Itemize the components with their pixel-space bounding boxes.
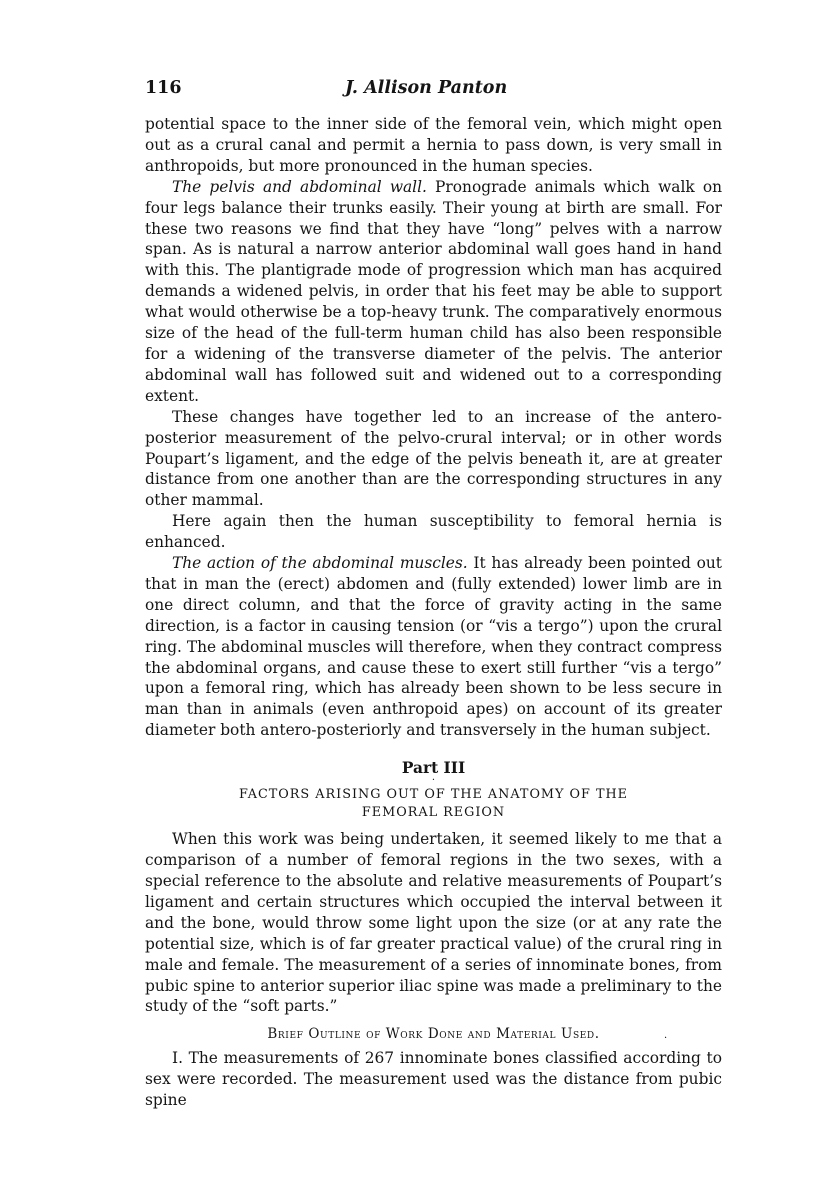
paragraph-abdominal-muscles xyxy=(145,553,722,741)
paragraph-pelvis-text: Pronograde animals which walk on four legs balance their trunks easily. Their young at birth are small. For these two reasons we find that they have “long” pelves with a narrow span. As is natural a narrow anterior abdominal wall goes hand in hand with this. The plantigrade mode of progression which man has acquired demands a widened pelvis, in order that his feet may be able to support what would otherwise be a top-heavy trunk. The comparatively enormous size of the head of the full-term human child has also been responsible for a widening of the transverse diameter of the pelvis. The anterior abdominal wall has followed suit and widened out to a corresponding extent. xyxy=(145,177,722,405)
paragraph-pelvis xyxy=(145,177,722,407)
paragraph-changes: These changes have together led to an increase of the antero-posterior measurement of the pelvo-crural interval; or in other words Poupart’s ligament, and the edge of the pelvis beneath it, are at greater distance from one another than are the corresponding structures in any other mammal. xyxy=(145,407,722,510)
paragraph-item-1: I. The measurements of 267 innominate bones classified according to sex were recorded. The measurement used was the distance from pubic spine xyxy=(145,1049,722,1110)
decorative-dot: · xyxy=(431,775,436,787)
section-heading-line2: FEMORAL REGION xyxy=(361,805,506,821)
run-in-heading-pelvis: The pelvis and abdominal wall. xyxy=(172,177,427,196)
section-heading xyxy=(145,786,722,822)
run-in-heading-muscles: The action of the abdominal muscles. xyxy=(172,554,468,573)
page-number: 116 xyxy=(145,78,182,98)
print-speck: · xyxy=(664,1033,668,1044)
paragraph-continuation: potential space to the inner side of the femoral vein, which might open out as a crural canal and permit a hernia to pass down, is very small in anthropoids, but more pronounced in the human species. xyxy=(145,115,722,175)
page-body xyxy=(145,78,722,1111)
page-header xyxy=(145,78,722,102)
section-heading-line1: FACTORS ARISING OUT OF THE ANATOMY OF THE xyxy=(238,787,629,803)
paragraph-intro: When this work was being undertaken, it seemed likely to me that a comparison of a number of femoral regions in the two sexes, with a special reference to the absolute and relative measurements of Poupart’s ligament and certain structures which occupied the interval between it and the bone, would throw some light upon the size (or at any rate the potential size, which is of far greater practical value) of the crural ring in male and female. The measurement of a series of innominate bones, from pubic spine to anterior superior iliac spine was made a preliminary to the study of the “soft parts.” xyxy=(145,830,722,1016)
part-title: Part III xyxy=(401,759,466,778)
paragraph-muscles-text: It has already been pointed out that in man the (erect) abdomen and (fully extended) lower limb are in one direct column, and that the force of gravity acting in the same direction, is a factor in causing tension (or “vis a tergo”) upon the crural ring. The abdominal muscles will therefore, when they contract compress the abdominal organs, and cause these to exert still further “vis a tergo” upon a femoral ring, which has already been shown to be less secure in man than in animals (even anthropoid apes) on account of its greater diameter both antero-posteriorly and transversely in the human subject. xyxy=(145,554,722,740)
paragraph-susceptibility: Here again then the human susceptibility to femoral hernia is enhanced. xyxy=(145,512,722,552)
running-head: J. Allison Panton xyxy=(345,78,508,98)
subheading-outline: Brief Outline of Work Done and Material Used. xyxy=(267,1026,600,1043)
